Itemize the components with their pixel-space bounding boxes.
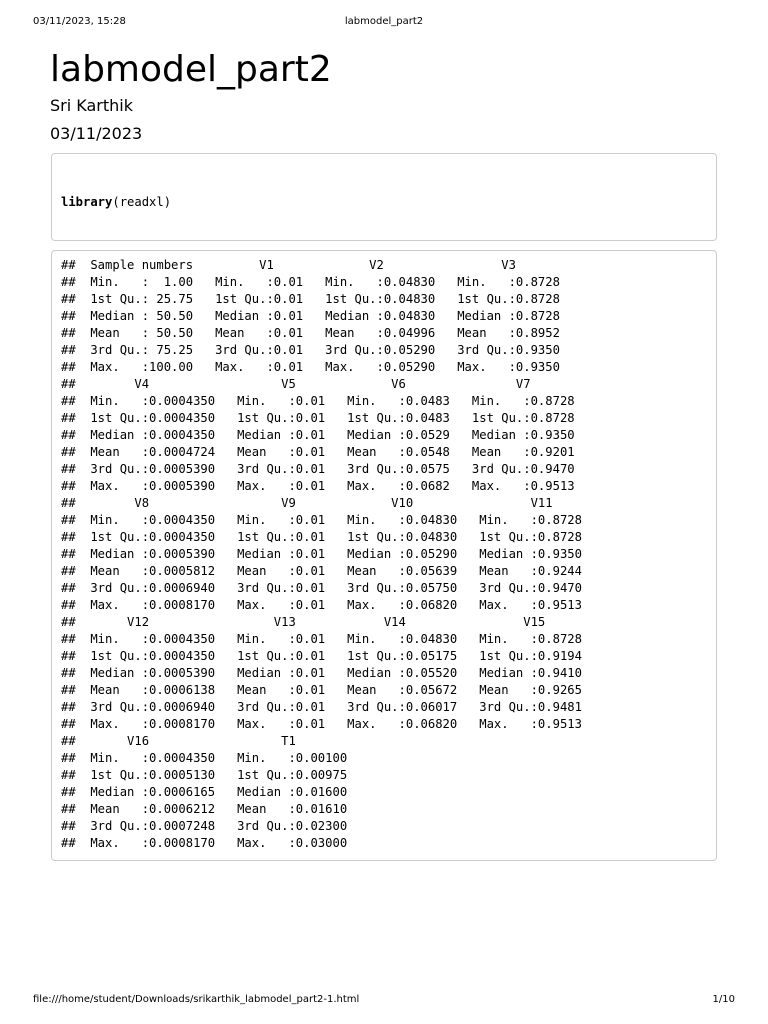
document-date: 03/11/2023 bbox=[50, 124, 143, 143]
output-line: ## Min. :0.0004350 Min. :0.01 Min. :0.04830 Min. :0.8728 bbox=[61, 632, 597, 646]
output-line: ## Mean :0.0006212 Mean :0.01610 bbox=[61, 802, 362, 816]
output-line: ## V12 V13 V14 V15 bbox=[61, 615, 604, 629]
code-input-block bbox=[51, 153, 717, 241]
output-line: ## 3rd Qu.:0.0007248 3rd Qu.:0.02300 bbox=[61, 819, 362, 833]
code-line bbox=[61, 194, 707, 211]
output-line: ## 1st Qu.:0.0005130 1st Qu.:0.00975 bbox=[61, 768, 362, 782]
output-line: ## Max. :0.0008170 Max. :0.01 Max. :0.06820 Max. :0.9513 bbox=[61, 598, 597, 612]
output-line: ## 3rd Qu.: 75.25 3rd Qu.:0.01 3rd Qu.:0.05290 3rd Qu.:0.9350 bbox=[61, 343, 575, 357]
output-line: ## V4 V5 V6 V7 bbox=[61, 377, 590, 391]
page-title: labmodel_part2 bbox=[50, 49, 332, 90]
output-line: ## Median :0.0006165 Median :0.01600 bbox=[61, 785, 362, 799]
output-line: ## 3rd Qu.:0.0006940 3rd Qu.:0.01 3rd Qu.:0.05750 3rd Qu.:0.9470 bbox=[61, 581, 597, 595]
output-line: ## Median :0.0005390 Median :0.01 Median :0.05520 Median :0.9410 bbox=[61, 666, 597, 680]
output-line: ## Mean :0.0004724 Mean :0.01 Mean :0.0548 Mean :0.9201 bbox=[61, 445, 590, 459]
output-line: ## Median : 50.50 Median :0.01 Median :0.04830 Median :0.8728 bbox=[61, 309, 575, 323]
print-footer-page-number: 1/10 bbox=[712, 994, 735, 1005]
code-output-block bbox=[51, 250, 717, 861]
output-line: ## Sample numbers V1 V2 V3 bbox=[61, 258, 575, 272]
output-line: ## Max. :100.00 Max. :0.01 Max. :0.05290 Max. :0.9350 bbox=[61, 360, 575, 374]
code-keyword: library bbox=[61, 195, 113, 209]
output-line: ## Mean :0.0006138 Mean :0.01 Mean :0.05672 Mean :0.9265 bbox=[61, 683, 597, 697]
output-line: ## 3rd Qu.:0.0006940 3rd Qu.:0.01 3rd Qu.:0.06017 3rd Qu.:0.9481 bbox=[61, 700, 597, 714]
output-line: ## Min. :0.0004350 Min. :0.01 Min. :0.0483 Min. :0.8728 bbox=[61, 394, 590, 408]
output-line: ## Median :0.0004350 Median :0.01 Median :0.0529 Median :0.9350 bbox=[61, 428, 590, 442]
print-header-datetime: 03/11/2023, 15:28 bbox=[33, 16, 126, 27]
output-line: ## 1st Qu.: 25.75 1st Qu.:0.01 1st Qu.:0.04830 1st Qu.:0.8728 bbox=[61, 292, 575, 306]
output-line: ## Min. :0.0004350 Min. :0.01 Min. :0.04830 Min. :0.8728 bbox=[61, 513, 597, 527]
output-line: ## Max. :0.0005390 Max. :0.01 Max. :0.0682 Max. :0.9513 bbox=[61, 479, 590, 493]
output-line: ## Median :0.0005390 Median :0.01 Median :0.05290 Median :0.9350 bbox=[61, 547, 597, 561]
output-line: ## V16 T1 bbox=[61, 734, 362, 748]
output-line: ## Max. :0.0008170 Max. :0.03000 bbox=[61, 836, 362, 850]
output-line: ## Min. :0.0004350 Min. :0.00100 bbox=[61, 751, 362, 765]
output-line: ## V8 V9 V10 V11 bbox=[61, 496, 612, 510]
output-line: ## 1st Qu.:0.0004350 1st Qu.:0.01 1st Qu.:0.04830 1st Qu.:0.8728 bbox=[61, 530, 597, 544]
print-header-title: labmodel_part2 bbox=[344, 16, 424, 27]
output-line: ## Max. :0.0008170 Max. :0.01 Max. :0.06820 Max. :0.9513 bbox=[61, 717, 597, 731]
output-line: ## Min. : 1.00 Min. :0.01 Min. :0.04830 Min. :0.8728 bbox=[61, 275, 575, 289]
output-line: ## 1st Qu.:0.0004350 1st Qu.:0.01 1st Qu.:0.05175 1st Qu.:0.9194 bbox=[61, 649, 597, 663]
print-footer-url: file:///home/student/Downloads/srikarthik_labmodel_part2-1.html bbox=[33, 994, 360, 1005]
author-name: Sri Karthik bbox=[50, 96, 133, 115]
output-line: ## Mean : 50.50 Mean :0.01 Mean :0.04996 Mean :0.8952 bbox=[61, 326, 575, 340]
output-line: ## 3rd Qu.:0.0005390 3rd Qu.:0.01 3rd Qu.:0.0575 3rd Qu.:0.9470 bbox=[61, 462, 590, 476]
output-line: ## 1st Qu.:0.0004350 1st Qu.:0.01 1st Qu.:0.0483 1st Qu.:0.8728 bbox=[61, 411, 590, 425]
code-text: (readxl) bbox=[112, 195, 172, 209]
output-line: ## Mean :0.0005812 Mean :0.01 Mean :0.05639 Mean :0.9244 bbox=[61, 564, 597, 578]
